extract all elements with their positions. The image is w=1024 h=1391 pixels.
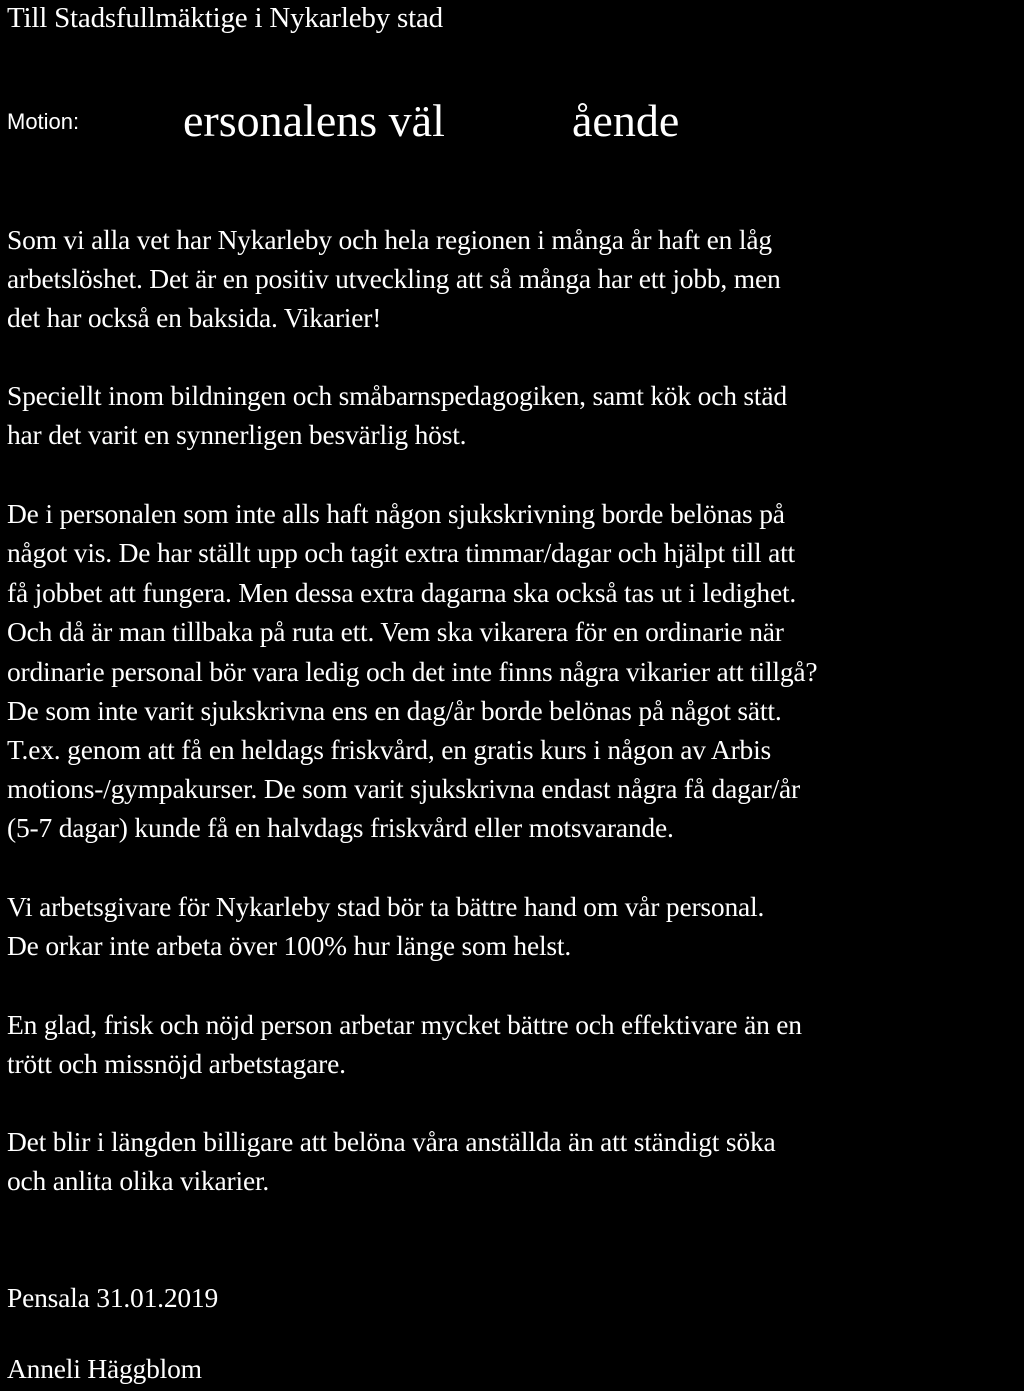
paragraph-1-line-1: Som vi alla vet har Nykarleby och hela regionen i många år haft en låg [7,224,772,255]
signature-name: Anneli Häggblom [7,1353,202,1384]
paragraph-3-line-4: Och då är man tillbaka på ruta ett. Vem ska vikarera för en ordinarie när [7,616,784,647]
paragraph-2-line-1: Speciellt inom bildningen och småbarnspedagogiken, samt kök och städ [7,380,787,411]
paragraph-3-line-3: få jobbet att fungera. Men dessa extra dagarna ska också tas ut i ledighet. [7,577,797,608]
paragraph-1-line-2: arbetslöshet. Det är en positiv utveckling att så många har ett jobb, men [7,263,781,294]
paragraph-3-line-6: De som inte varit sjukskrivna ens en dag/år borde belönas på något sätt. [7,695,782,726]
paragraph-1-line-3: det har också en baksida. Vikarier! [7,302,382,333]
paragraph-3-line-5: ordinarie personal bör vara ledig och det inte finns några vikarier att tillgå? [7,656,818,687]
paragraph-6-line-1: Det blir i längden billigare att belöna våra anställda än att ständigt söka [7,1126,776,1157]
paragraph-6-line-2: och anlita olika vikarier. [7,1165,270,1196]
place-date: Pensala 31.01.2019 [7,1282,219,1313]
paragraph-3-line-7: T.ex. genom att få en heldags friskvård, en gratis kurs i någon av Arbis [7,734,772,765]
paragraph-5-line-2: trött och missnöjd arbetstagare. [7,1048,346,1079]
paragraph-3-line-1: De i personalen som inte alls haft någon sjukskrivning borde belönas på [7,498,785,529]
motion-title-part1: ersonalens väl [183,95,445,146]
motion-label: Motion: [7,109,80,134]
paragraph-3-line-2: något vis. De har ställt upp och tagit extra timmar/dagar och hjälpt till att [7,537,795,568]
paragraph-3-line-9: (5-7 dagar) kunde få en halvdags friskvård eller motsvarande. [7,812,674,843]
paragraph-3-line-8: motions-/gympakurser. De som varit sjukskrivna endast några få dagar/år [7,773,801,804]
paragraph-4-line-2: De orkar inte arbeta över 100% hur länge som helst. [7,930,572,961]
recipient-line: Till Stadsfullmäktige i Nykarleby stad [7,2,443,34]
paragraph-4-line-1: Vi arbetsgivare för Nykarleby stad bör ta bättre hand om vår personal. [7,891,765,922]
motion-title-part2: ående [572,95,680,146]
paragraph-2-line-2: har det varit en synnerligen besvärlig höst. [7,419,467,450]
paragraph-5-line-1: En glad, frisk och nöjd person arbetar mycket bättre och effektivare än en [7,1009,802,1040]
